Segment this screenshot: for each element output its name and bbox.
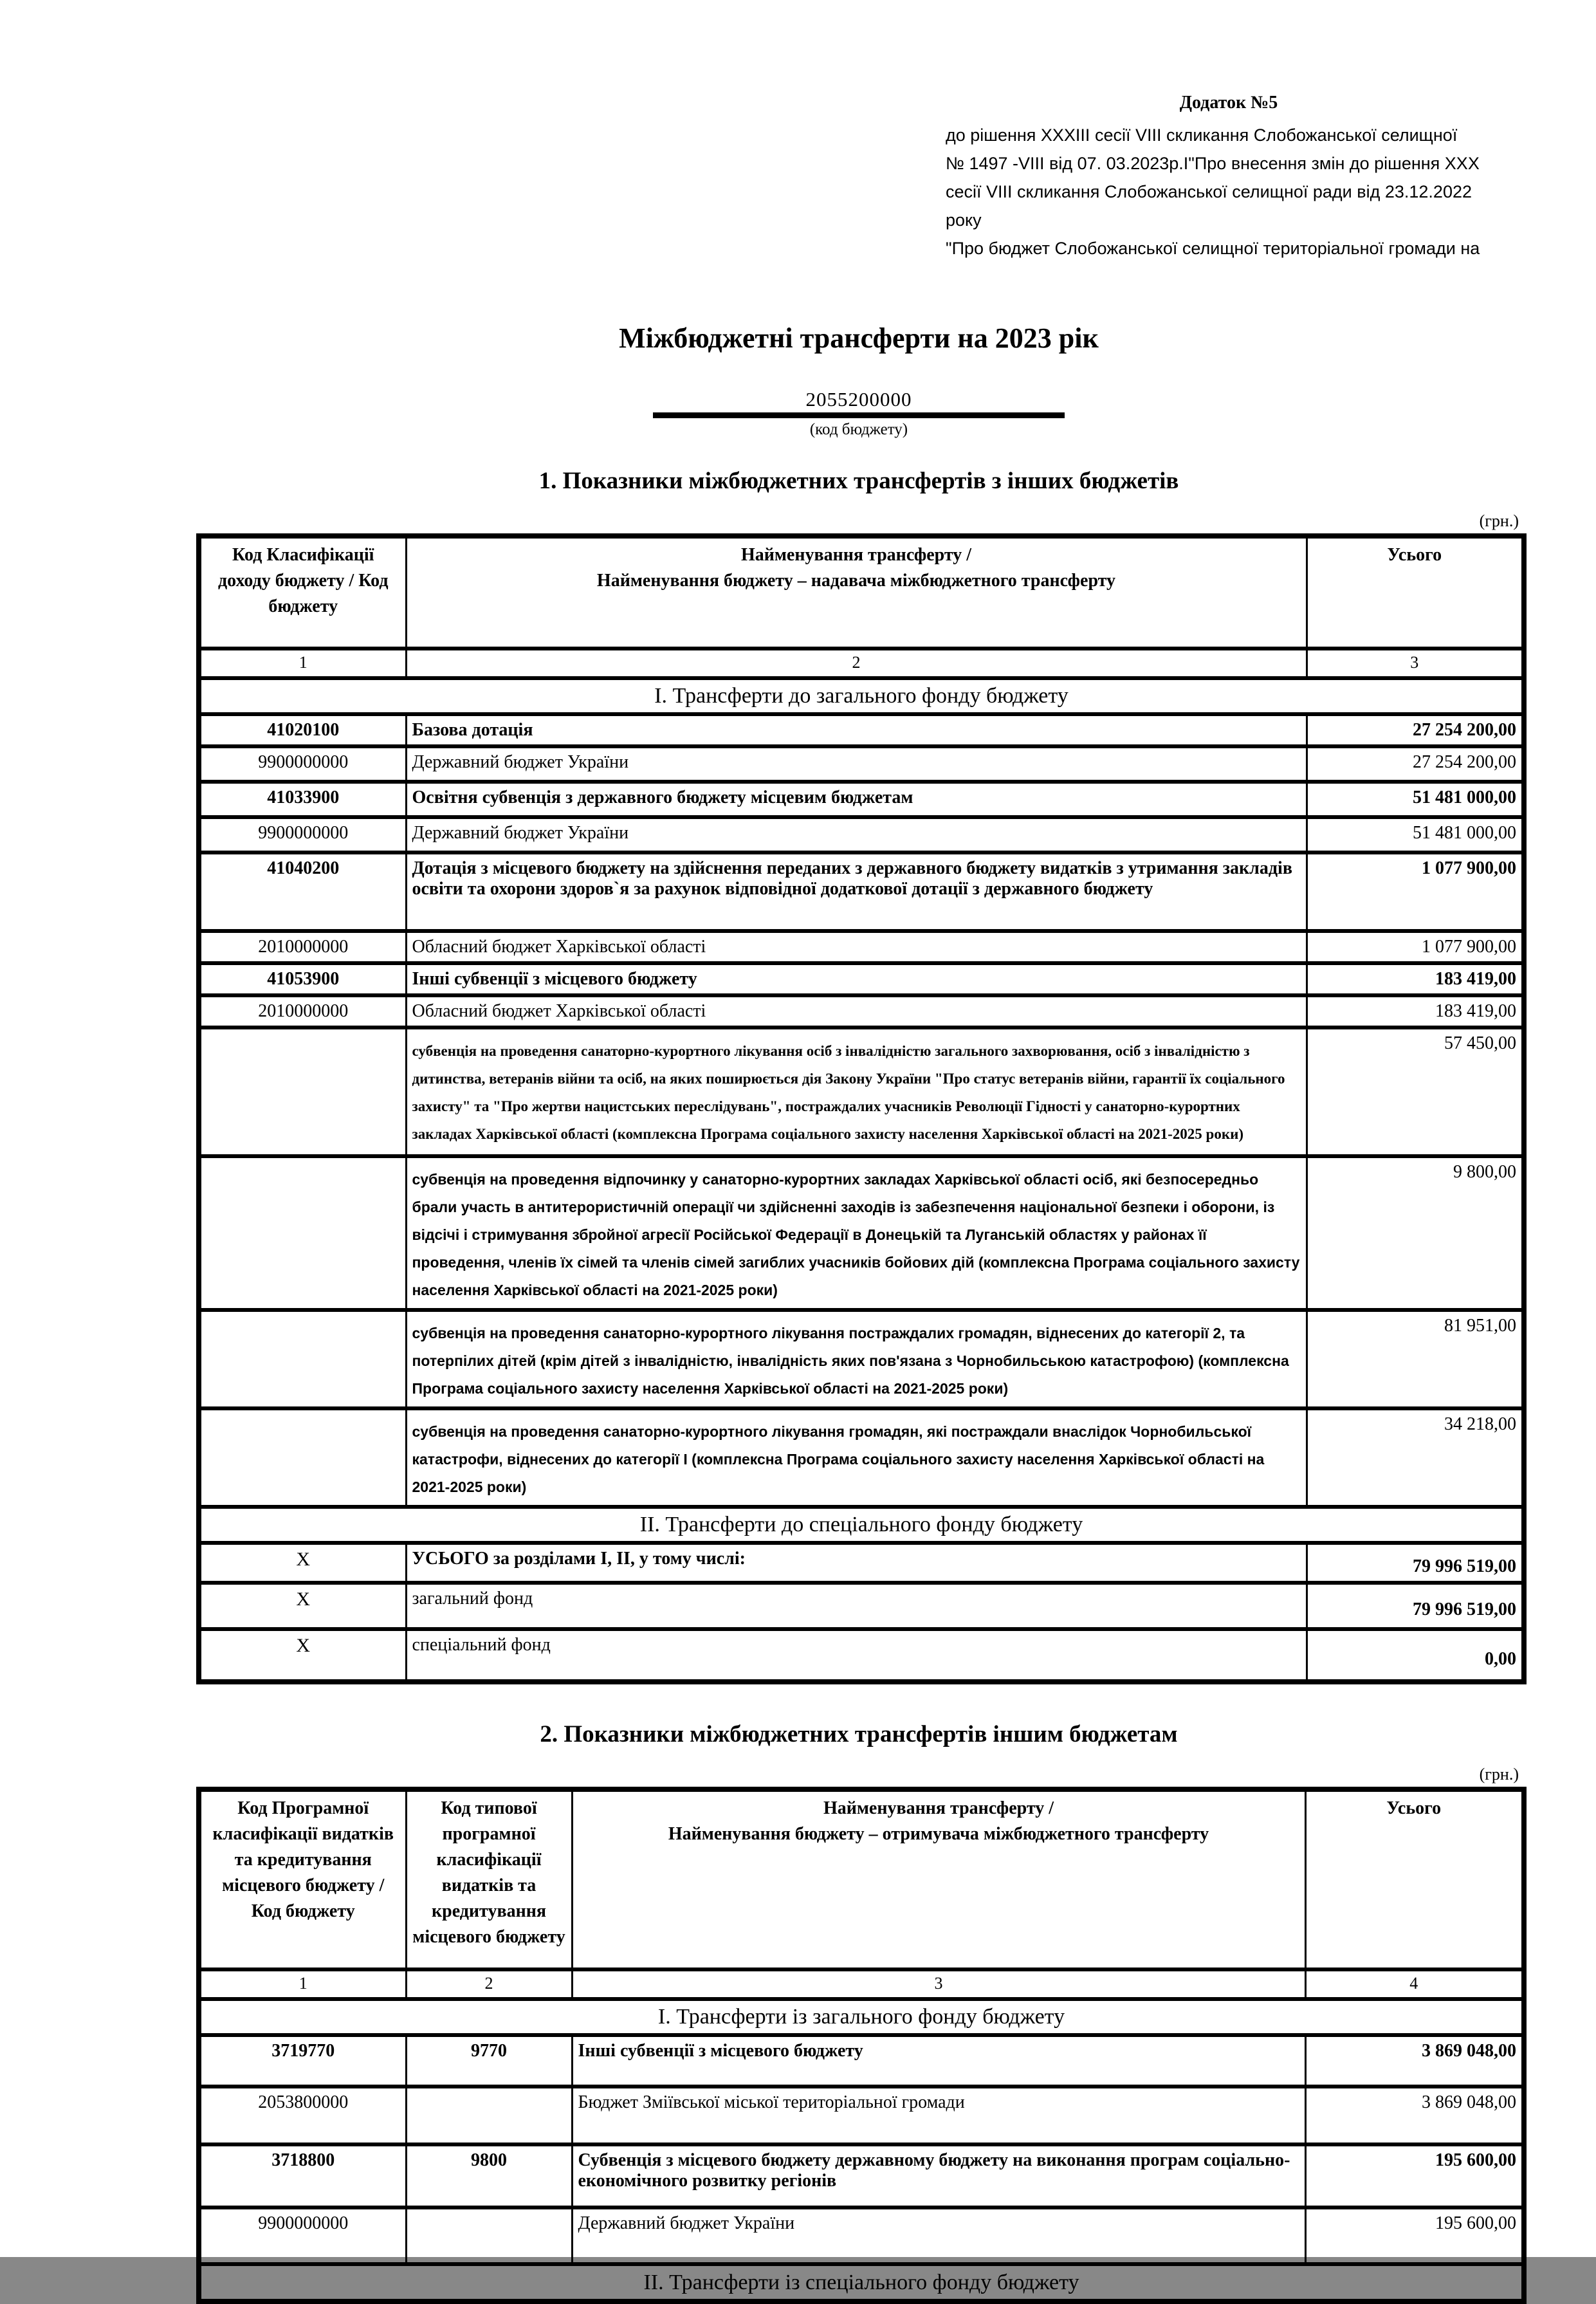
currency-note: (грн.): [1479, 511, 1519, 530]
col-number: 4: [1305, 1969, 1524, 1999]
col-number: 2: [406, 649, 1307, 678]
total-cell: 79 996 519,00: [1307, 1583, 1524, 1629]
content-column: [196, 322, 1521, 2304]
table-row: [199, 852, 1524, 931]
name-cell: Державний бюджет України: [406, 746, 1307, 782]
table-row: [199, 995, 1524, 1028]
name-cell: Державний бюджет України: [572, 2207, 1305, 2264]
name-cell: субвенція на проведення санаторно-курортного лікування громадян, які постраждали внаслідок Чорнобильської катастрофи, віднесених до категорії І (комплексна Програма соціального захисту населення Харківської області на 2021-2025 роки): [406, 1408, 1307, 1507]
section-row-general-fund: [199, 678, 1524, 714]
total-cell: 0,00: [1307, 1629, 1524, 1682]
total-cell: 51 481 000,00: [1307, 782, 1524, 817]
name-cell: Обласний бюджет Харківської області: [406, 931, 1307, 963]
name-cell: Освітня субвенція з державного бюджету місцевим бюджетам: [406, 782, 1307, 817]
table-row: [199, 2035, 1524, 2087]
table-row: [199, 931, 1524, 963]
code-cell: [199, 1156, 406, 1310]
code-cell: [199, 1310, 406, 1408]
col-number: 1: [199, 1969, 406, 1999]
total-cell: 183 419,00: [1307, 995, 1524, 1028]
header-cell-code: Код Класифікації доходу бюджету / Код бюджету: [199, 536, 406, 649]
header-name-line1: Найменування трансферту /: [823, 1798, 1054, 1818]
name-cell: Базова дотація: [406, 714, 1307, 746]
table-row: [199, 1310, 1524, 1408]
table-row: [199, 2207, 1524, 2264]
code-cell: Х: [199, 1543, 406, 1583]
header-cell-total: Усього: [1307, 536, 1524, 649]
budget-code-block: [196, 388, 1521, 439]
header-name-line1: Найменування трансферту /: [740, 545, 972, 565]
code-cell: Х: [199, 1583, 406, 1629]
header-cell-program-code: Код Програмної класифікації видатків та кредитування місцевого бюджету / Код бюджету: [199, 1789, 406, 1969]
total-cell: 27 254 200,00: [1307, 746, 1524, 782]
transfers-out-table: [196, 1787, 1527, 2304]
total-label: спеціальний фонд: [406, 1629, 1307, 1682]
col-number: 2: [406, 1969, 572, 1999]
col-number: 1: [199, 649, 406, 678]
total-cell: 195 600,00: [1305, 2144, 1524, 2207]
table-row: [199, 746, 1524, 782]
program-code-cell: 9900000000: [199, 2207, 406, 2264]
code-cell: 9900000000: [199, 817, 406, 852]
total-cell: 51 481 000,00: [1307, 817, 1524, 852]
code-cell: 41053900: [199, 963, 406, 995]
annex-number: Додаток №5: [1179, 93, 1278, 113]
total-cell: 79 996 519,00: [1307, 1543, 1524, 1583]
header-cell-typical-code: Код типової програмної класифікації видатків та кредитування місцевого бюджету: [406, 1789, 572, 1969]
total-cell: 195 600,00: [1305, 2207, 1524, 2264]
section-label: І. Трансферти до загального фонду бюджету: [199, 678, 1524, 714]
code-cell: 2010000000: [199, 995, 406, 1028]
total-row: [199, 1629, 1524, 1682]
table-header-row: [199, 536, 1524, 649]
page-title: Міжбюджетні трансферти на 2023 рік: [619, 322, 1099, 354]
budget-code-caption: (код бюджету): [809, 421, 908, 438]
program-code-cell: 3718800: [199, 2144, 406, 2207]
program-code-cell: 2053800000: [199, 2087, 406, 2144]
code-cell: 41040200: [199, 852, 406, 931]
name-cell: Інші субвенції з місцевого бюджету: [572, 2035, 1305, 2087]
header-name-line2: Найменування бюджету – надавача міжбюджетного трансферту: [596, 571, 1116, 591]
section-label: ІІ. Трансферти до спеціального фонду бюджету: [199, 1507, 1524, 1543]
code-cell: 41020100: [199, 714, 406, 746]
name-cell: Інші субвенції з місцевого бюджету: [406, 963, 1307, 995]
typical-code-cell: [406, 2207, 572, 2264]
table-row: [199, 2144, 1524, 2207]
header-name-line2: Найменування бюджету – отримувача міжбюджетного трансферту: [668, 1824, 1209, 1844]
section-label: І. Трансферти із загального фонду бюджету: [199, 1999, 1524, 2035]
total-cell: 3 869 048,00: [1305, 2035, 1524, 2087]
total-cell: 57 450,00: [1307, 1028, 1524, 1156]
code-cell: 9900000000: [199, 746, 406, 782]
table-row: [199, 714, 1524, 746]
header-cell-name: [572, 1789, 1305, 1969]
total-row: [199, 1583, 1524, 1629]
name-cell: Дотація з місцевого бюджету на здійснення переданих з державного бюджету видатків з утримання закладів освіти та охорони здоров`я за рахунок відповідної додаткової дотації з державного бюджету: [406, 852, 1307, 931]
table-row: [199, 782, 1524, 817]
code-cell: 2010000000: [199, 931, 406, 963]
total-label: загальний фонд: [406, 1583, 1307, 1629]
header-cell-name: [406, 536, 1307, 649]
total-cell: 81 951,00: [1307, 1310, 1524, 1408]
col-number: 3: [1307, 649, 1524, 678]
total-cell: 183 419,00: [1307, 963, 1524, 995]
total-cell: 3 869 048,00: [1305, 2087, 1524, 2144]
table-row: [199, 2087, 1524, 2144]
table-header-row: [199, 1789, 1524, 1969]
code-cell: [199, 1028, 406, 1156]
budget-code-value: 2055200000: [805, 388, 912, 410]
annex-note-line: "Про бюджет Слобожанської селищної територіальної громади на: [946, 239, 1480, 258]
program-code-cell: 3719770: [199, 2035, 406, 2087]
section2-heading: 2. Показники міжбюджетних трансфертів іншим бюджетам: [540, 1721, 1178, 1747]
table-row: [199, 817, 1524, 852]
code-cell: Х: [199, 1629, 406, 1682]
section-row-special-fund: [199, 1507, 1524, 1543]
section-row-general-fund: [199, 1999, 1524, 2035]
name-cell: Бюджет Зміївської міської територіальної громади: [572, 2087, 1305, 2144]
name-cell: Державний бюджет України: [406, 817, 1307, 852]
typical-code-cell: [406, 2087, 572, 2144]
annex-note-line: № 1497 -VIII від 07. 03.2023р.І"Про внесення змін до рішення ХХХ: [946, 154, 1480, 173]
total-cell: 1 077 900,00: [1307, 852, 1524, 931]
section1-heading: 1. Показники міжбюджетних трансфертів з інших бюджетів: [538, 468, 1179, 494]
total-cell: 9 800,00: [1307, 1156, 1524, 1310]
budget-code-underline: [653, 412, 1065, 418]
header-cell-total: Усього: [1305, 1789, 1524, 1969]
annex-note: [946, 0, 1512, 263]
section-row-special-fund: [199, 2264, 1524, 2301]
name-cell: субвенція на проведення санаторно-курортного лікування осіб з інвалідністю загального захворювання, осіб з інвалідністю з дитинства, ветеранів війни та осіб, на яких поширюється дія Закону України "Про статус ветеранів війни, гарантії їх соціального захисту" та "Про жертви нацистських переслідувань", постраждалих учасників Революції Гідності у санаторно-курортних закладах Харківської області (комплексна Програма соціального захисту населення Харківської області на 2021-2025 роки): [406, 1028, 1307, 1156]
total-label: УСЬОГО за розділами І, ІІ, у тому числі:: [406, 1543, 1307, 1583]
name-cell: субвенція на проведення відпочинку у санаторно-курортних закладах Харківської області осіб, які безпосередньо брали участь в антитерористичній операції чи здійсненні заходів із забезпечення національної безпеки і оборони, із відсічі і стримування збройної агресії Російської Федерації в Донецькій та Луганській областях у районах її проведення, членів їх сімей та членів сімей загиблих учасників бойових дій (комплексна Програма соціального захисту населення Харківської області на 2021-2025 роки): [406, 1156, 1307, 1310]
transfers-in-table: [196, 533, 1527, 1684]
column-number-row: [199, 1969, 1524, 1999]
typical-code-cell: 9770: [406, 2035, 572, 2087]
table-row: [199, 1028, 1524, 1156]
section-label: ІІ. Трансферти із спеціального фонду бюджету: [199, 2264, 1524, 2301]
total-cell: 1 077 900,00: [1307, 931, 1524, 963]
column-number-row: [199, 649, 1524, 678]
typical-code-cell: 9800: [406, 2144, 572, 2207]
table-row: [199, 1156, 1524, 1310]
annex-note-line: сесії VIII скликання Слобожанської селищної ради від 23.12.2022 року: [946, 182, 1472, 230]
name-cell: Субвенція з місцевого бюджету державному бюджету на виконання програм соціально-економічного розвитку регіонів: [572, 2144, 1305, 2207]
total-cell: 27 254 200,00: [1307, 714, 1524, 746]
name-cell: Обласний бюджет Харківської області: [406, 995, 1307, 1028]
total-cell: 34 218,00: [1307, 1408, 1524, 1507]
code-cell: 41033900: [199, 782, 406, 817]
table-row: [199, 1408, 1524, 1507]
table-row: [199, 963, 1524, 995]
name-cell: субвенція на проведення санаторно-курортного лікування постраждалих громадян, віднесених до категорії 2, та потерпілих дітей (крім дітей з інвалідністю, інвалідність яких пов'язана з Чорнобильською катастрофою) (комплексна Програма соціального захисту населення Харківської області на 2021-2025 роки): [406, 1310, 1307, 1408]
col-number: 3: [572, 1969, 1305, 1999]
annex-note-line: до рішення ХХХІІІ сесії VIII скликання Слобожанської селищної: [946, 125, 1458, 145]
total-row: [199, 1543, 1524, 1583]
currency-note: (грн.): [1479, 1765, 1519, 1783]
code-cell: [199, 1408, 406, 1507]
